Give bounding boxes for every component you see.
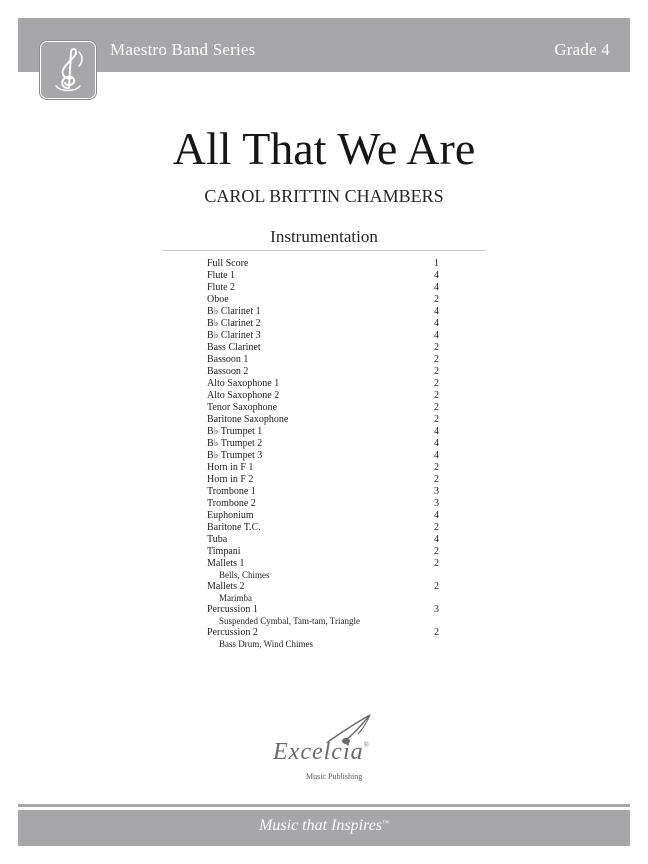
instrument-count: 4 — [434, 306, 439, 317]
instrument-count: 2 — [434, 581, 439, 592]
instrument-row — [207, 378, 447, 390]
instrument-row — [207, 581, 447, 593]
instrument-name: B♭ Trumpet 1 — [207, 426, 263, 437]
instrument-name: Euphonium — [207, 510, 254, 521]
instrument-name: Mallets 2 — [207, 581, 245, 592]
instrument-name: Tuba — [207, 534, 228, 545]
instrument-row — [207, 438, 447, 450]
trademark-mark: ™ — [382, 819, 389, 827]
registered-mark: ® — [363, 741, 370, 749]
instrument-row — [207, 546, 447, 558]
instrument-name: Tenor Saxophone — [207, 402, 278, 413]
instrument-count: 2 — [434, 354, 439, 365]
instrument-row — [207, 627, 447, 639]
instrument-detail: Suspended Cymbal, Tam-tam, Triangle — [219, 616, 360, 626]
instrument-row — [207, 270, 447, 282]
composer-name: CAROL BRITTIN CHAMBERS — [204, 186, 444, 206]
divider — [162, 250, 486, 251]
instrument-count: 2 — [434, 462, 439, 473]
instrument-count: 2 — [434, 546, 439, 557]
instrument-name: Bassoon 1 — [207, 354, 249, 365]
instrument-detail: Bells, Chimes — [219, 570, 270, 580]
instrument-row — [207, 318, 447, 330]
instrument-count: 3 — [434, 486, 439, 497]
instrument-row — [207, 450, 447, 462]
instrument-count: 4 — [434, 270, 439, 281]
instrument-count: 2 — [434, 378, 439, 389]
instrument-name: B♭ Clarinet 1 — [207, 306, 261, 317]
instrument-name: Percussion 1 — [207, 604, 258, 615]
instrument-row — [207, 414, 447, 426]
instrument-row — [207, 342, 447, 354]
instrument-row — [207, 366, 447, 378]
instrument-count: 4 — [434, 426, 439, 437]
instrument-count: 4 — [434, 450, 439, 461]
instrumentation-heading: Instrumentation — [270, 227, 378, 246]
instrument-row — [207, 486, 447, 498]
instrument-row — [207, 294, 447, 306]
instrument-count: 3 — [434, 604, 439, 615]
instrument-count: 4 — [434, 282, 439, 293]
instrument-row — [207, 258, 447, 270]
instrument-count: 1 — [434, 258, 439, 269]
instrument-name: Flute 2 — [207, 282, 236, 293]
instrument-row — [207, 282, 447, 294]
series-title: Maestro Band Series — [110, 40, 256, 59]
page-title: All That We Are — [172, 123, 476, 174]
instrumentation-list — [207, 258, 447, 650]
instrument-name: Alto Saxophone 1 — [207, 378, 280, 389]
instrument-name: Trombone 1 — [207, 486, 256, 497]
treble-clef-icon — [41, 42, 95, 98]
tagline: Music that Inspires™ — [259, 817, 389, 834]
instrument-name: B♭ Trumpet 3 — [207, 450, 263, 461]
instrument-name: Flute 1 — [207, 270, 236, 281]
instrument-count: 4 — [434, 510, 439, 521]
instrument-detail: Bass Drum, Wind Chimes — [219, 639, 313, 649]
instrument-row — [207, 604, 447, 616]
publisher-name: Excelcia® — [273, 739, 370, 765]
instrument-count: 2 — [434, 366, 439, 377]
instrument-count: 2 — [434, 342, 439, 353]
instrument-name: Bassoon 2 — [207, 366, 249, 377]
instrument-count: 2 — [434, 474, 439, 485]
instrument-name: Timpani — [207, 546, 241, 557]
instrument-name: Full Score — [207, 258, 249, 269]
instrument-row — [207, 522, 447, 534]
instrument-name: Bass Clarinet — [207, 342, 261, 353]
instrument-name: B♭ Clarinet 2 — [207, 318, 261, 329]
instrument-name: Oboe — [207, 294, 229, 305]
instrument-row — [207, 558, 447, 570]
instrument-row — [207, 498, 447, 510]
instrument-count: 2 — [434, 294, 439, 305]
instrument-name: Baritone T.C. — [207, 522, 261, 533]
instrument-row — [207, 510, 447, 522]
instrument-count: 2 — [434, 390, 439, 401]
instrument-row — [207, 330, 447, 342]
instrument-name: B♭ Clarinet 3 — [207, 330, 261, 341]
instrument-count: 4 — [434, 438, 439, 449]
instrument-row — [207, 534, 447, 546]
footer-line — [18, 804, 630, 807]
instrument-count: 2 — [434, 402, 439, 413]
instrument-row — [207, 354, 447, 366]
instrument-count: 2 — [434, 627, 439, 638]
grade-label: Grade 4 — [554, 40, 610, 59]
instrument-name: Alto Saxophone 2 — [207, 390, 280, 401]
instrument-name: Percussion 2 — [207, 627, 258, 638]
instrument-name: Trombone 2 — [207, 498, 256, 509]
instrument-row — [207, 474, 447, 486]
instrument-row — [207, 426, 447, 438]
instrument-row — [207, 402, 447, 414]
instrument-count: 2 — [434, 558, 439, 569]
instrument-row — [207, 390, 447, 402]
instrument-name: Baritone Saxophone — [207, 414, 289, 425]
instrument-count: 2 — [434, 522, 439, 533]
instrument-name: Horn in F 1 — [207, 462, 254, 473]
instrument-count: 4 — [434, 534, 439, 545]
instrument-detail: Marimba — [219, 593, 252, 603]
instrument-name: Mallets 1 — [207, 558, 245, 569]
instrument-count: 3 — [434, 498, 439, 509]
instrument-row — [207, 462, 447, 474]
instrument-name: Horn in F 2 — [207, 474, 254, 485]
instrument-name: B♭ Trumpet 2 — [207, 438, 263, 449]
publisher-subtitle: Music Publishing — [306, 772, 363, 781]
instrument-count: 2 — [434, 414, 439, 425]
instrument-count: 4 — [434, 318, 439, 329]
series-logo — [40, 41, 96, 99]
instrument-row — [207, 306, 447, 318]
instrument-count: 4 — [434, 330, 439, 341]
